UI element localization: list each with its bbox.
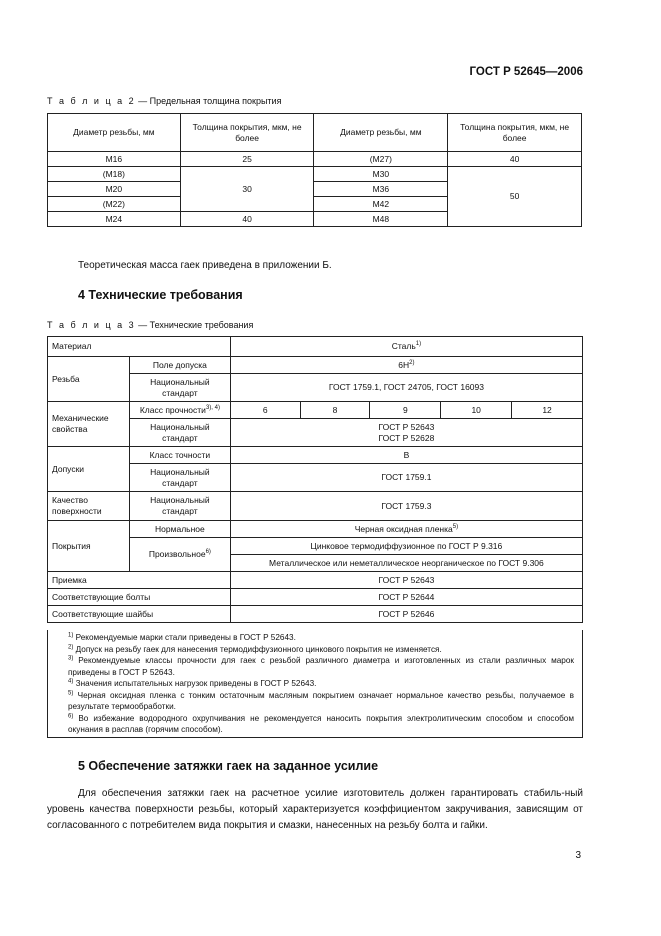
tolerance-field-value: 6Н bbox=[398, 359, 410, 370]
coating-label: Покрытия bbox=[48, 521, 130, 572]
bolts-label: Соответствующие болты bbox=[48, 589, 231, 606]
bolts-value: ГОСТ Р 52644 bbox=[230, 589, 582, 606]
strength-class-value: 12 bbox=[512, 402, 583, 419]
table-cell: (М22) bbox=[48, 197, 181, 212]
header-coating-thickness: Толщина покрытия, мкм, не более bbox=[448, 114, 582, 152]
strength-class-value: 6 bbox=[230, 402, 300, 419]
table-cell: М42 bbox=[314, 197, 448, 212]
table3-caption bbox=[47, 320, 253, 330]
footnote-mark: 6) bbox=[68, 712, 74, 719]
normal-coating-value: Черная оксидная пленка bbox=[354, 523, 453, 534]
footnote-mark: 5) bbox=[68, 689, 74, 696]
document-id: ГОСТ Р 52645—2006 bbox=[469, 66, 583, 78]
washers-value: ГОСТ Р 52646 bbox=[230, 606, 582, 623]
footnote-mark: 3) bbox=[68, 655, 74, 662]
coating-thickness-table bbox=[47, 113, 582, 227]
national-standard-label: Национальный стандарт bbox=[129, 419, 230, 447]
footnote-ref: 5) bbox=[452, 523, 459, 530]
table-cell: (М18) bbox=[48, 167, 181, 182]
header-thread-diameter: Диаметр резьбы, мм bbox=[314, 114, 448, 152]
footnote-text: Допуск на резьбу гаек для нанесения термодиффузионного цинкового покрытия не изменяется. bbox=[75, 644, 442, 654]
footnote-ref: 1) bbox=[415, 341, 422, 348]
footnote bbox=[68, 632, 574, 644]
footnote-ref: 3), 4) bbox=[205, 404, 220, 411]
footnote-mark: 1) bbox=[68, 632, 74, 639]
normal-coating-label: Нормальное bbox=[129, 521, 230, 538]
mechanical-label: Механические свойства bbox=[48, 402, 130, 447]
table2-caption-title: — Предельная толщина покрытия bbox=[135, 96, 282, 106]
footnote bbox=[68, 713, 574, 736]
tolerance-field-label: Поле допуска bbox=[129, 357, 230, 374]
strength-class-value: 8 bbox=[300, 402, 370, 419]
footnote bbox=[68, 655, 574, 678]
acceptance-label: Приемка bbox=[48, 572, 231, 589]
strength-class-value: 9 bbox=[370, 402, 441, 419]
national-standard-label: Национальный стандарт bbox=[129, 464, 230, 492]
strength-class-value: 10 bbox=[441, 402, 512, 419]
thread-label: Резьба bbox=[48, 357, 130, 402]
footnote bbox=[68, 690, 574, 713]
footnote-ref: 2) bbox=[409, 359, 415, 366]
tolerances-label: Допуски bbox=[48, 447, 130, 492]
optional-coating-label: Произвольное bbox=[148, 549, 206, 560]
accuracy-class-value: В bbox=[230, 447, 582, 464]
footnotes-block bbox=[47, 630, 583, 738]
header-thread-diameter: Диаметр резьбы, мм bbox=[48, 114, 181, 152]
national-standard-label: Национальный стандарт bbox=[129, 492, 230, 521]
table-cell: 50 bbox=[448, 167, 582, 227]
table-cell: М24 bbox=[48, 212, 181, 227]
footnote bbox=[68, 678, 574, 690]
thread-standards: ГОСТ 1759.1, ГОСТ 24705, ГОСТ 16093 bbox=[230, 374, 582, 402]
footnote-mark: 2) bbox=[68, 643, 74, 650]
strength-class-cell bbox=[129, 402, 230, 419]
mech-standards-cell bbox=[230, 419, 582, 447]
surface-quality-label: Качество поверхности bbox=[48, 492, 130, 521]
section-5-heading: 5 Обеспечение затяжки гаек на заданное усилие bbox=[78, 759, 379, 773]
normal-coating-cell bbox=[230, 521, 582, 538]
mech-standard: ГОСТ Р 52628 bbox=[378, 432, 435, 443]
optional-coating-value: Цинковое термодиффузионное по ГОСТ Р 9.316 bbox=[230, 538, 582, 555]
table-cell: М30 bbox=[314, 167, 448, 182]
footnote bbox=[68, 644, 574, 656]
section-4-heading: 4 Технические требования bbox=[78, 288, 243, 302]
accuracy-class-label: Класс точности bbox=[129, 447, 230, 464]
washers-label: Соответствующие шайбы bbox=[48, 606, 231, 623]
mech-standard: ГОСТ Р 52643 bbox=[378, 421, 435, 432]
section-5-text: Для обеспечения затяжки гаек на расчетное усилие изготовитель должен гарантировать стабиль-ный уровень качества поверхности резьбы, который характеризуется коэффициентом закручивания, зависящим от согласованного с потребителем вида покрытия и смазки, нанесенных на резьбу болта и гайки. bbox=[47, 788, 583, 831]
table2-caption-prefix: Т а б л и ц а 2 bbox=[47, 96, 136, 106]
optional-coating-cell bbox=[129, 538, 230, 572]
table2-caption bbox=[47, 96, 281, 106]
mass-note: Теоретическая масса гаек приведена в приложении Б. bbox=[78, 260, 332, 271]
table3-caption-prefix: Т а б л и ц а 3 bbox=[47, 320, 136, 330]
material-label: Материал bbox=[48, 337, 231, 357]
footnote-mark: 4) bbox=[68, 678, 74, 685]
material-value: Сталь bbox=[391, 341, 416, 352]
table-cell: 40 bbox=[448, 152, 582, 167]
table-cell: 30 bbox=[180, 167, 314, 212]
table-cell: М16 bbox=[48, 152, 181, 167]
footnote-text: Во избежание водородного охрупчивания не рекомендуется наносить покрытия электролитическим способом и способом окунания в расплав (горячим способом). bbox=[68, 713, 574, 734]
footnote-ref: 6) bbox=[205, 549, 211, 556]
table-cell: 40 bbox=[180, 212, 314, 227]
acceptance-value: ГОСТ Р 52643 bbox=[230, 572, 582, 589]
table-cell: М20 bbox=[48, 182, 181, 197]
optional-coating-value: Металлическое или неметаллическое неорганическое по ГОСТ 9.306 bbox=[230, 555, 582, 572]
tolerances-standard: ГОСТ 1759.1 bbox=[230, 464, 582, 492]
footnote-text: Значения испытательных нагрузок приведены в ГОСТ Р 52643. bbox=[75, 679, 317, 688]
strength-class-label: Класс прочности bbox=[139, 404, 206, 415]
page-number: 3 bbox=[575, 850, 581, 861]
footnote-text: Рекомендуемые марки стали приведены в ГОСТ Р 52643. bbox=[75, 633, 296, 642]
technical-requirements-table bbox=[47, 336, 583, 623]
header-coating-thickness: Толщина покрытия, мкм, не более bbox=[180, 114, 314, 152]
tolerance-field-cell bbox=[230, 357, 582, 374]
table-cell: 25 bbox=[180, 152, 314, 167]
table3-caption-title: — Технические требования bbox=[135, 320, 254, 330]
table-cell: М48 bbox=[314, 212, 448, 227]
footnote-text: Черная оксидная пленка с тонким остаточным масляным покрытием означает нормальное качество резьбы, получаемое в результате термообработки. bbox=[68, 690, 574, 711]
surface-standard: ГОСТ 1759.3 bbox=[230, 492, 582, 521]
footnote-text: Рекомендуемые классы прочности для гаек с резьбой различного диаметра и изготовленных из стали различных марок приведены в ГОСТ Р 52643. bbox=[68, 656, 574, 677]
national-standard-label: Национальный стандарт bbox=[129, 374, 230, 402]
table-cell: М36 bbox=[314, 182, 448, 197]
material-cell bbox=[230, 337, 582, 357]
table-cell: (М27) bbox=[314, 152, 448, 167]
